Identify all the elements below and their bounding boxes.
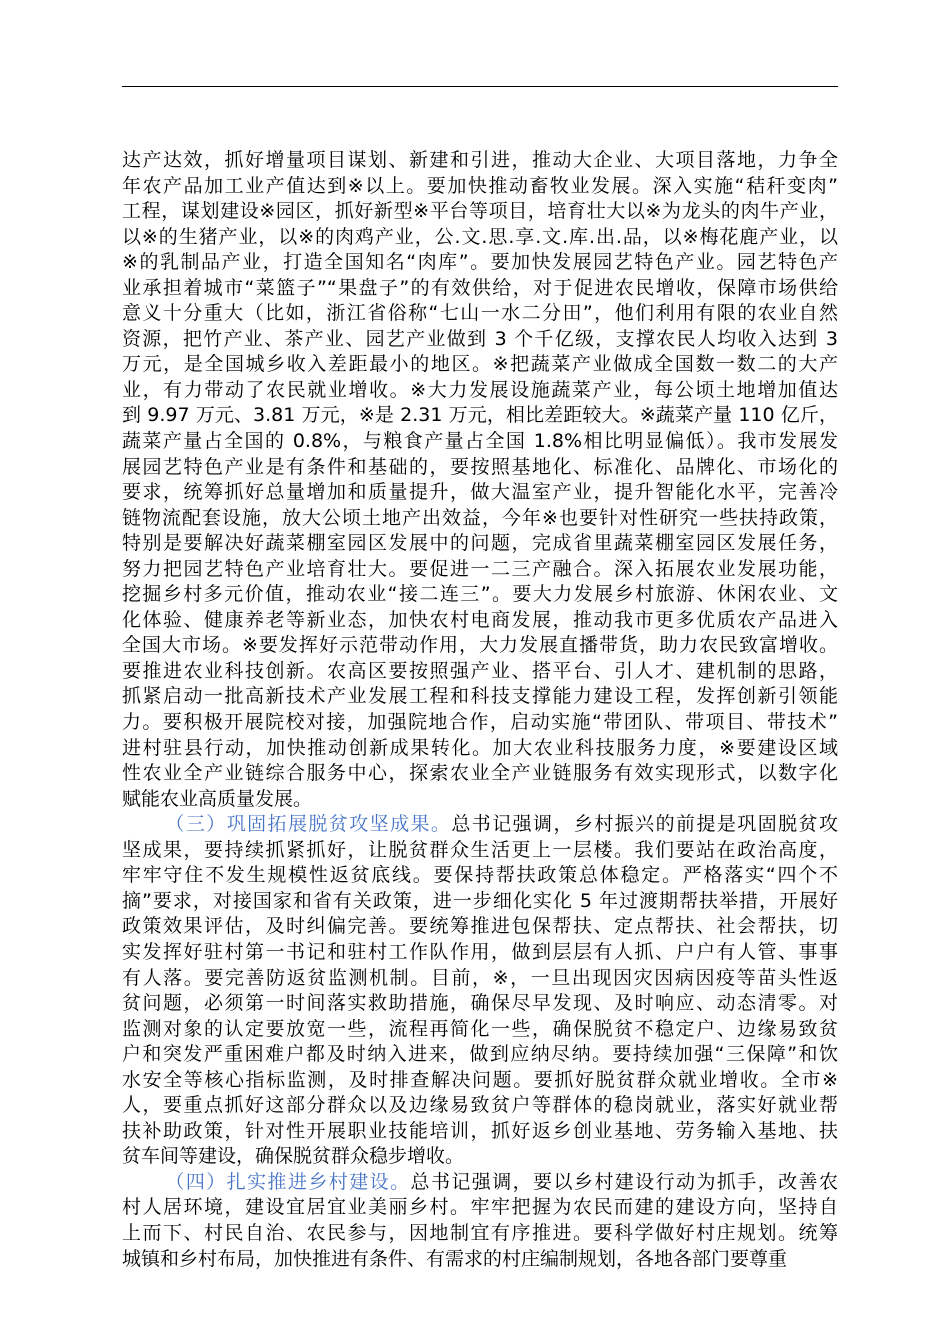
text-line: 实发挥好驻村第一书记和驻村工作队作用，做到层层有人抓、户户有人管、事事	[122, 940, 838, 963]
text-line: 年农产品加工业产值达到※以上。要加快推动畜牧业发展。深入实施“秸秆变肉”	[122, 174, 838, 197]
paragraph-lead-text: 总书记强调，要以乡村建设行动为抓手，改善农	[410, 1170, 838, 1193]
text-line: 城镇和乡村布局，加快推进有条件、有需求的村庄编制规划，各地各部门要尊重	[122, 1247, 788, 1270]
text-line: 化体验、健康养老等新业态，加快农村电商发展，推动我市更多优质农产品进入	[122, 608, 838, 631]
text-line: 户和突发严重困难户都及时纳入进来，做到应纳尽纳。要持续加强“三保障”和饮	[122, 1043, 838, 1066]
text-line: 有人落。要完善防返贫监测机制。目前，※，一旦出现因灾因病因疫等苗头性返	[122, 966, 838, 989]
section-heading: （四）扎实推进乡村建设。	[164, 1170, 411, 1193]
text-line: 达产达效，抓好增量项目谋划、新建和引进，推动大企业、大项目落地，力争全	[122, 149, 838, 171]
text-line: 政策效果评估，及时纠偏完善。要统筹推进包保帮扶、定点帮扶、社会帮扶，切	[122, 915, 838, 938]
text-line: 努力把园艺特色产业培育壮大。要促进一二三产融合。深入拓展农业发展功能，	[122, 557, 838, 580]
text-line: ※的乳制品产业，打造全国知名“肉库”。要加快发展园艺特色产业。园艺特色产	[122, 251, 838, 274]
text-line: 性农业全产业链综合服务中心，探索农业全产业链服务有效实现形式，以数字化	[122, 762, 838, 785]
text-line: 意义十分重大（比如，浙江省俗称“七山一水二分田”，他们利用有限的农业自然	[122, 302, 838, 325]
text-line: 万元，是全国城乡收入差距最小的地区。※把蔬菜产业做成全国数一数二的大产	[122, 353, 838, 376]
text-line: 监测对象的认定要放宽一些，流程再简化一些，确保脱贫不稳定户、边缘易致贫	[122, 1017, 838, 1040]
text-line: 上而下、村民自治、农民参与，因地制宜有序推进。要科学做好村庄规划。统筹	[122, 1221, 838, 1244]
text-line: 坚成果，要持续抓紧抓好，让脱贫群众生活更上一层楼。我们要站在政治高度，	[122, 838, 838, 861]
text-line: 资源，把竹产业、茶产业、园艺产业做到 3 个千亿级，支撑农民人均收入达到 3	[122, 327, 838, 350]
text-line: 蔬菜产量占全国的 0.8%，与粮食产量占全国 1.8%相比明显偏低）。我市发展发	[122, 430, 838, 453]
text-line: 特别是要解决好蔬菜棚室园区发展中的问题，完成省里蔬菜棚室园区发展任务，	[122, 532, 838, 555]
text-line: 贫车间等建设，确保脱贫群众稳步增收。	[122, 1145, 465, 1168]
text-line: 要推进农业科技创新。农高区要按照强产业、搭平台、引人才、建机制的思路，	[122, 659, 838, 682]
text-line: 人，要重点抓好这部分群众以及边缘易致贫户等群体的稳岗就业，落实好就业帮	[122, 1094, 838, 1117]
text-line: 水安全等核心指标监测，及时排查解决问题。要抓好脱贫群众就业增收。全市※	[122, 1068, 838, 1091]
text-line: 摘”要求，对接国家和省有关政策，进一步细化实化 5 年过渡期帮扶举措，开展好	[122, 889, 838, 912]
text-line: 挖掘乡村多元价值，推动农业“接二连三”。要大力发展乡村旅游、休闲农业、文	[122, 583, 838, 606]
text-line: 业，有力带动了农民就业增收。※大力发展设施蔬菜产业，每公顷土地增加值达	[122, 378, 838, 401]
text-line: 以※的生猪产业，以※的肉鸡产业，公.文.思.享.文.库.出.品，以※梅花鹿产业，以	[122, 225, 838, 248]
header-rule	[122, 86, 838, 87]
text-line: 全国大市场。※要发挥好示范带动作用，大力发展直播带货，助力农民致富增收。	[122, 634, 838, 657]
paragraph-lead-text: 总书记强调，乡村振兴的前提是巩固脱贫攻	[451, 813, 838, 836]
text-line: 要求，统筹抓好总量增加和质量提升，做大温室产业，提升智能化水平，完善冷	[122, 481, 838, 504]
text-line: 贫问题，必须第一时间落实救助措施，确保尽早发现、及时响应、动态清零。对	[122, 992, 838, 1015]
text-line: 赋能农业高质量发展。	[122, 787, 313, 810]
text-line: 抓紧启动一批高新技术产业发展工程和科技支撑能力建设工程，发挥创新引领能	[122, 685, 838, 708]
text-line: 工程，谋划建设※园区，抓好新型※平台等项目，培育壮大以※为龙头的肉牛产业，	[122, 200, 838, 223]
text-line: 村人居环境，建设宜居宜业美丽乡村。牢牢把握为农民而建的建设方向，坚持自	[122, 1196, 838, 1219]
section-heading: （三）巩固拓展脱贫攻坚成果。	[164, 813, 452, 836]
text-line: 展园艺特色产业是有条件和基础的，要按照基地化、标准化、品牌化、市场化的	[122, 455, 838, 478]
text-line: 到 9.97 万元、3.81 万元，※是 2.31 万元，相比差距较大。※蔬菜产量 110 亿斤，	[122, 404, 838, 427]
text-line: 牢牢守住不发生规模性返贫底线。要保持帮扶政策总体稳定。严格落实“四个不	[122, 864, 838, 887]
paragraph-first-line	[122, 812, 838, 838]
paragraph-first-line	[122, 1170, 838, 1196]
text-line: 力。要积极开展院校对接，加强院地合作，启动实施“带团队、带项目、带技术”	[122, 711, 838, 734]
text-line: 业承担着城市“菜篮子”“果盘子”的有效供给，对于促进农民增收，保障市场供给	[122, 276, 838, 299]
text-line: 扶补助政策，针对性开展职业技能培训，抓好返乡创业基地、劳务输入基地、扶	[122, 1119, 838, 1142]
body-text	[122, 148, 838, 1272]
text-line: 进村驻县行动，加快推动创新成果转化。加大农业科技服务力度，※要建设区域	[122, 736, 838, 759]
text-line: 链物流配套设施，放大公顷土地产出效益，今年※也要针对性研究一些扶持政策，	[122, 506, 838, 529]
